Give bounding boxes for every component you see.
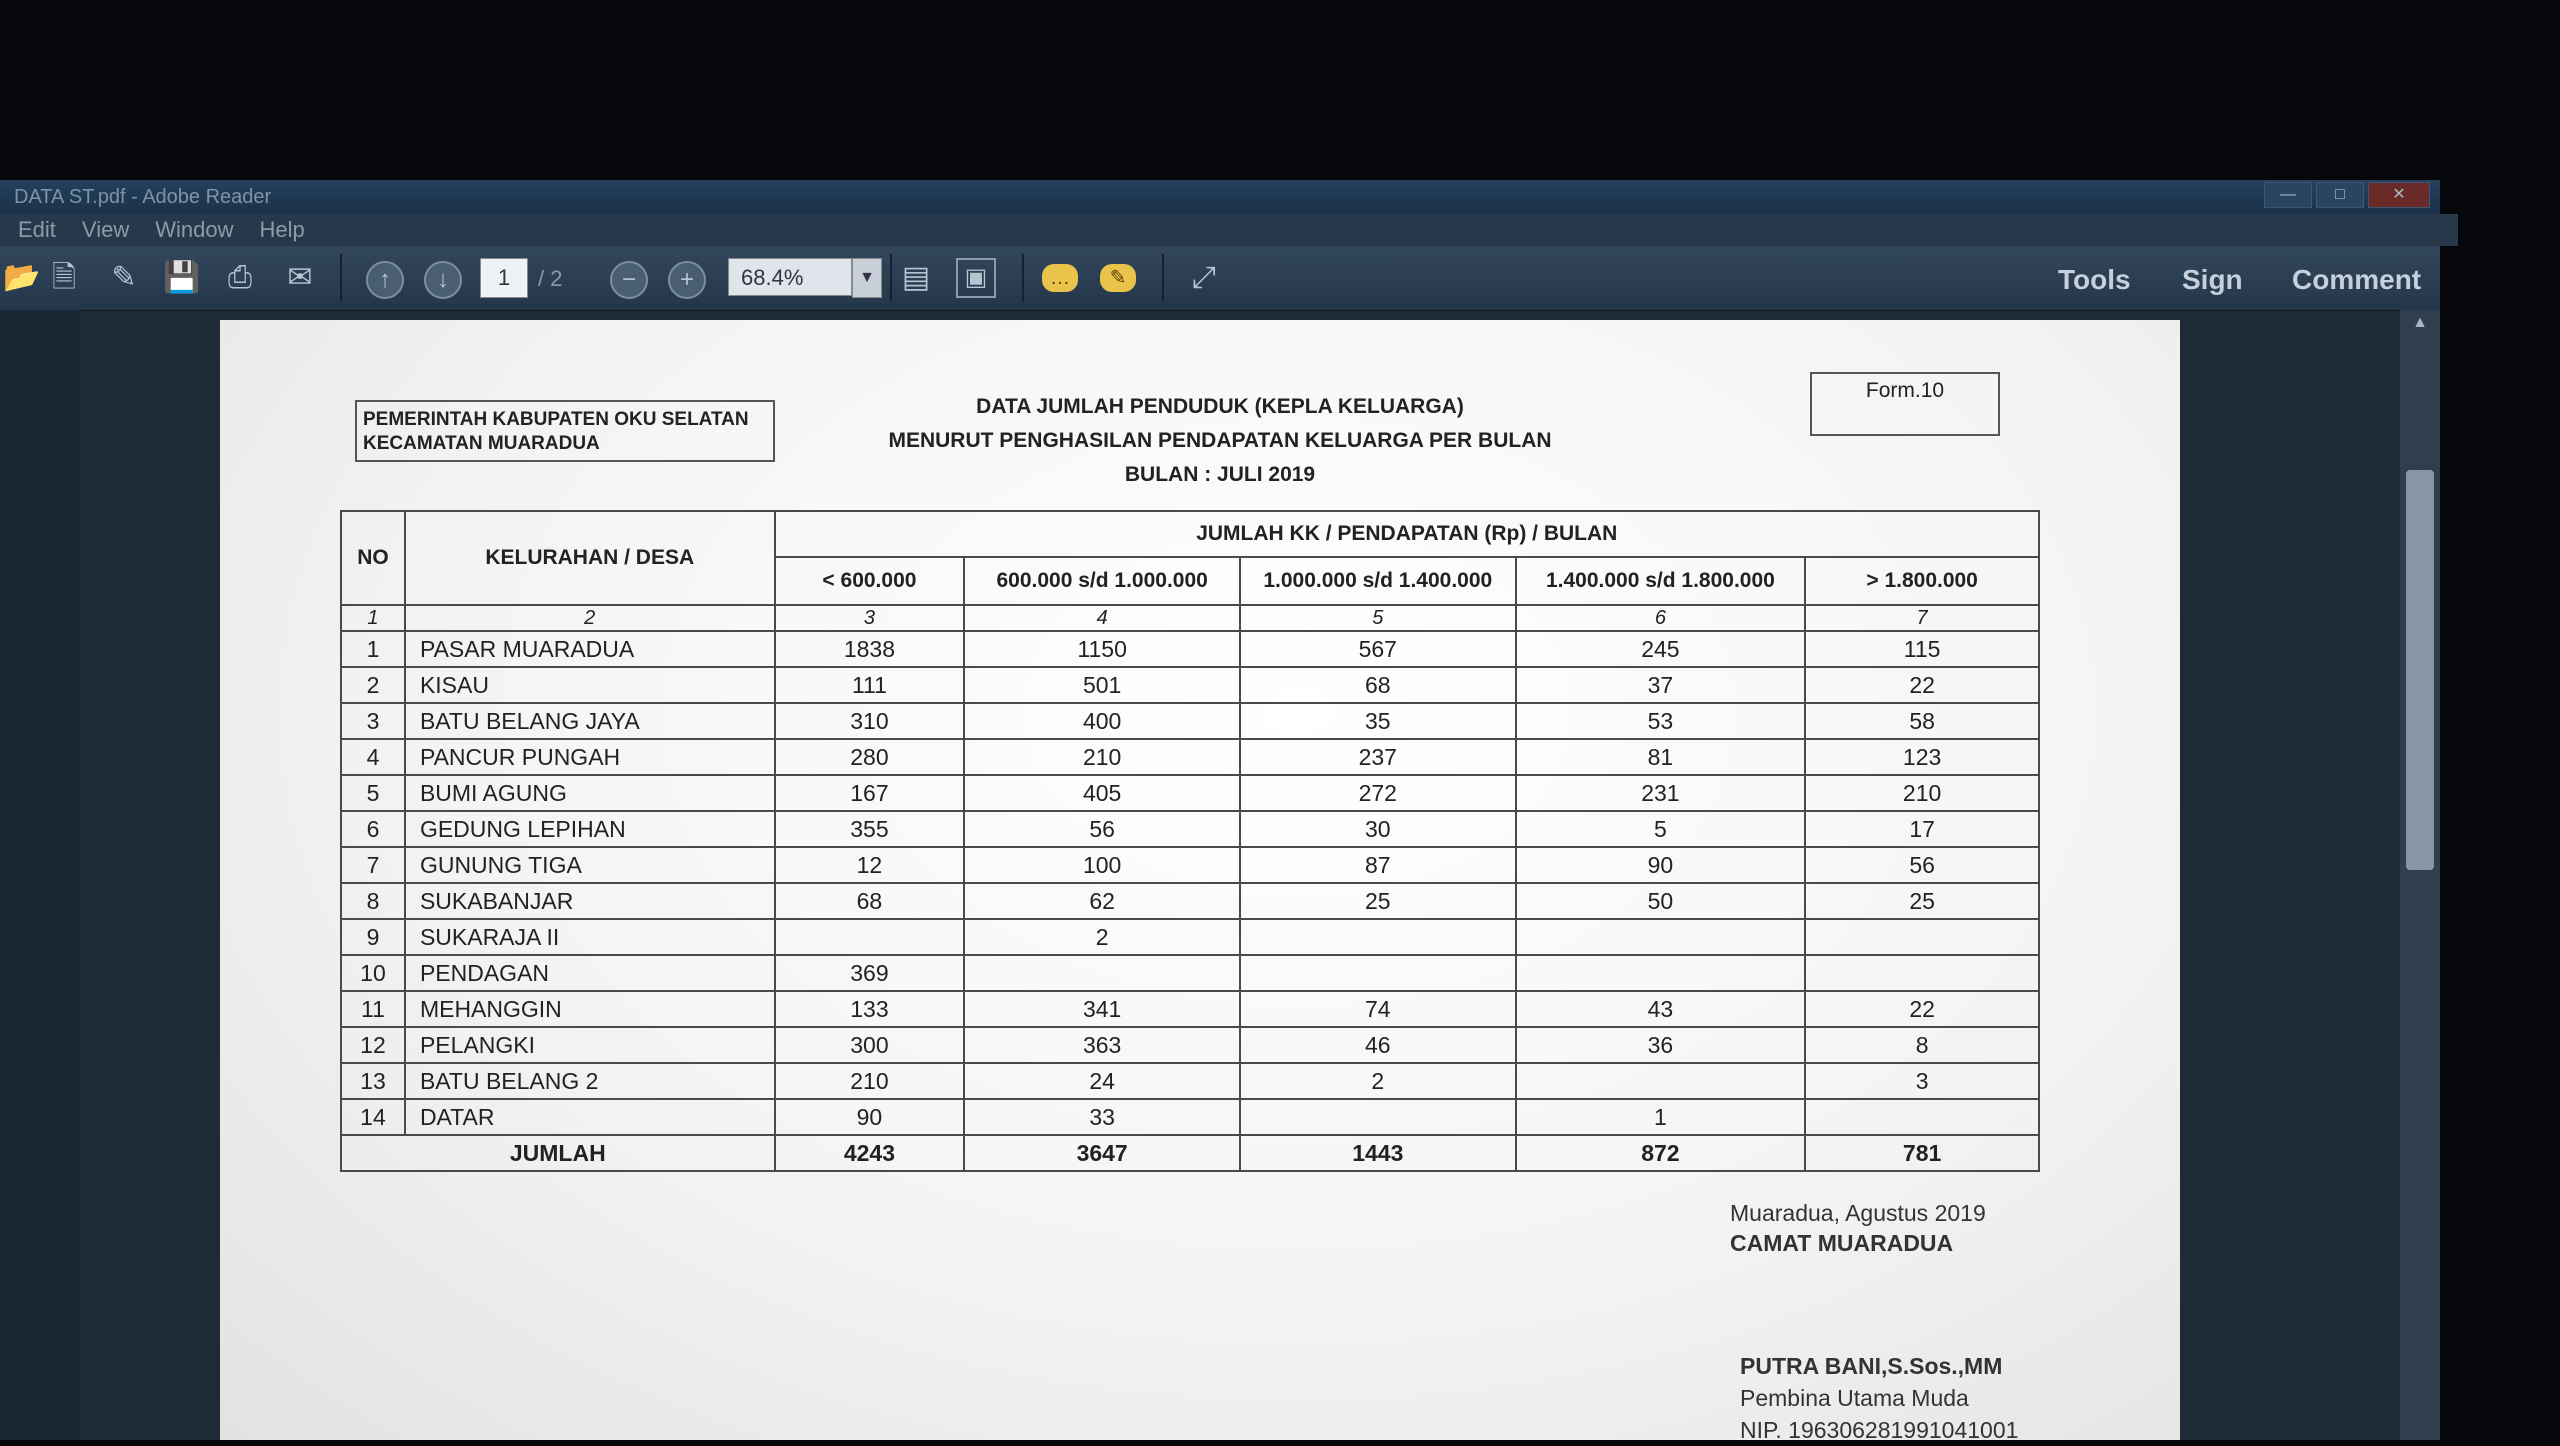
row-number: 6 bbox=[341, 811, 405, 847]
open-icon[interactable]: 📂 bbox=[3, 261, 41, 294]
value-cell: 231 bbox=[1516, 775, 1806, 811]
signer-nip: NIP. 196306281991041001 bbox=[1740, 1417, 2019, 1443]
scroll-thumb[interactable] bbox=[2406, 470, 2434, 870]
header-income-5: > 1.800.000 bbox=[1805, 557, 2039, 605]
value-cell: 3 bbox=[1805, 1063, 2039, 1099]
row-number: 1 bbox=[341, 631, 405, 667]
zoom-in-icon[interactable]: + bbox=[668, 261, 706, 299]
value-cell: 341 bbox=[964, 991, 1240, 1027]
row-number: 3 bbox=[341, 703, 405, 739]
value-cell bbox=[1240, 919, 1516, 955]
value-cell: 133 bbox=[775, 991, 965, 1027]
value-cell: 280 bbox=[775, 739, 965, 775]
header-no: NO bbox=[341, 511, 405, 605]
value-cell: 50 bbox=[1516, 883, 1806, 919]
total-cell: 781 bbox=[1805, 1135, 2039, 1171]
form-number: Form.10 bbox=[1810, 372, 2000, 436]
comment-button[interactable]: Comment bbox=[2292, 264, 2422, 295]
toolbar-divider bbox=[1162, 254, 1164, 302]
table-row bbox=[341, 703, 2039, 739]
signature-block bbox=[1740, 1350, 2018, 1446]
village-name: BATU BELANG JAYA bbox=[405, 703, 775, 739]
index-cell: 7 bbox=[1805, 605, 2039, 631]
value-cell: 210 bbox=[775, 1063, 965, 1099]
value-cell: 37 bbox=[1516, 667, 1806, 703]
tools-button[interactable]: Tools bbox=[2058, 264, 2131, 295]
village-name: PANCUR PUNGAH bbox=[405, 739, 775, 775]
village-name: GUNUNG TIGA bbox=[405, 847, 775, 883]
value-cell bbox=[1516, 919, 1806, 955]
village-name: PENDAGAN bbox=[405, 955, 775, 991]
value-cell: 56 bbox=[1805, 847, 2039, 883]
row-number: 9 bbox=[341, 919, 405, 955]
index-cell: 5 bbox=[1240, 605, 1516, 631]
organization-line-2: KECAMATAN MUARADUA bbox=[363, 433, 600, 454]
minimize-button[interactable]: — bbox=[2264, 182, 2312, 208]
header-income-4: 1.400.000 s/d 1.800.000 bbox=[1516, 557, 1806, 605]
value-cell: 68 bbox=[1240, 667, 1516, 703]
village-name: MEHANGGIN bbox=[405, 991, 775, 1027]
index-cell: 1 bbox=[341, 605, 405, 631]
value-cell: 2 bbox=[964, 919, 1240, 955]
table-row bbox=[341, 847, 2039, 883]
value-cell bbox=[1805, 1099, 2039, 1135]
document-title bbox=[820, 390, 1620, 492]
value-cell: 90 bbox=[775, 1099, 965, 1135]
header-income-1: < 600.000 bbox=[775, 557, 965, 605]
value-cell: 100 bbox=[964, 847, 1240, 883]
value-cell: 22 bbox=[1805, 991, 2039, 1027]
signer-name: PUTRA BANI,S.Sos.,MM bbox=[1740, 1353, 2003, 1379]
column-index-row bbox=[341, 605, 2039, 631]
table-row bbox=[341, 883, 2039, 919]
title-line-3: BULAN : JULI 2019 bbox=[1124, 463, 1316, 486]
value-cell bbox=[1805, 919, 2039, 955]
index-cell: 4 bbox=[964, 605, 1240, 631]
close-button[interactable]: ✕ bbox=[2368, 182, 2430, 208]
page-total: / 2 bbox=[538, 266, 563, 291]
toolbar-divider bbox=[340, 254, 342, 302]
index-cell: 3 bbox=[775, 605, 965, 631]
value-cell: 90 bbox=[1516, 847, 1806, 883]
toolbar bbox=[0, 246, 2440, 311]
value-cell: 567 bbox=[1240, 631, 1516, 667]
page-number-input[interactable]: 1 bbox=[480, 258, 528, 298]
value-cell: 33 bbox=[964, 1099, 1240, 1135]
value-cell bbox=[1240, 955, 1516, 991]
value-cell: 272 bbox=[1240, 775, 1516, 811]
value-cell: 210 bbox=[1805, 775, 2039, 811]
village-name: KISAU bbox=[405, 667, 775, 703]
row-number: 4 bbox=[341, 739, 405, 775]
value-cell: 12 bbox=[775, 847, 965, 883]
value-cell: 1838 bbox=[775, 631, 965, 667]
value-cell: 363 bbox=[964, 1027, 1240, 1063]
value-cell: 62 bbox=[964, 883, 1240, 919]
header-income-group: JUMLAH KK / PENDAPATAN (Rp) / BULAN bbox=[775, 511, 2039, 557]
row-number: 8 bbox=[341, 883, 405, 919]
table-body bbox=[341, 631, 2039, 1135]
value-cell: 245 bbox=[1516, 631, 1806, 667]
row-number: 7 bbox=[341, 847, 405, 883]
value-cell: 53 bbox=[1516, 703, 1806, 739]
village-name: PASAR MUARADUA bbox=[405, 631, 775, 667]
row-number: 10 bbox=[341, 955, 405, 991]
value-cell: 237 bbox=[1240, 739, 1516, 775]
village-name: PELANGKI bbox=[405, 1027, 775, 1063]
value-cell: 1150 bbox=[964, 631, 1240, 667]
index-cell: 2 bbox=[405, 605, 775, 631]
total-row bbox=[341, 1135, 2039, 1171]
toolbar-divider bbox=[890, 254, 892, 302]
fit-width-icon[interactable]: ▤ bbox=[901, 261, 931, 294]
village-name: DATAR bbox=[405, 1099, 775, 1135]
value-cell: 300 bbox=[775, 1027, 965, 1063]
value-cell: 167 bbox=[775, 775, 965, 811]
vertical-scrollbar[interactable] bbox=[2400, 310, 2440, 1440]
scroll-up-icon[interactable]: ▲ bbox=[2412, 314, 2428, 331]
value-cell: 5 bbox=[1516, 811, 1806, 847]
zoom-level-input[interactable]: 68.4% bbox=[728, 258, 852, 296]
value-cell: 405 bbox=[964, 775, 1240, 811]
title-bar bbox=[0, 180, 2440, 214]
value-cell bbox=[964, 955, 1240, 991]
value-cell: 17 bbox=[1805, 811, 2039, 847]
row-number: 13 bbox=[341, 1063, 405, 1099]
value-cell: 501 bbox=[964, 667, 1240, 703]
title-line-1: DATA JUMLAH PENDUDUK (KEPLA KELUARGA) bbox=[976, 395, 1464, 418]
value-cell: 87 bbox=[1240, 847, 1516, 883]
document-page bbox=[220, 320, 2180, 1443]
place-date: Muaradua, Agustus 2019 bbox=[1730, 1200, 1986, 1226]
table-row bbox=[341, 811, 2039, 847]
chevron-down-icon[interactable]: ▼ bbox=[852, 258, 882, 298]
organization-line-1: PEMERINTAH KABUPATEN OKU SELATAN bbox=[363, 409, 749, 430]
value-cell bbox=[1805, 955, 2039, 991]
value-cell: 74 bbox=[1240, 991, 1516, 1027]
highlight-icon[interactable]: ✎ bbox=[1100, 264, 1136, 292]
village-name: SUKARAJA II bbox=[405, 919, 775, 955]
total-label: JUMLAH bbox=[341, 1135, 775, 1171]
value-cell: 400 bbox=[964, 703, 1240, 739]
print-icon[interactable]: ⎙ bbox=[228, 261, 252, 294]
value-cell bbox=[1516, 1063, 1806, 1099]
sign-button[interactable]: Sign bbox=[2182, 264, 2243, 295]
total-cell: 872 bbox=[1516, 1135, 1806, 1171]
menu-view[interactable]: View bbox=[81, 217, 130, 242]
full-screen-icon[interactable]: ⤢ bbox=[1192, 261, 1216, 294]
value-cell: 43 bbox=[1516, 991, 1806, 1027]
income-table bbox=[340, 510, 2040, 1172]
value-cell: 369 bbox=[775, 955, 965, 991]
total-cell: 4243 bbox=[775, 1135, 965, 1171]
menu-bar bbox=[0, 214, 2458, 246]
window-controls bbox=[2264, 182, 2430, 208]
table-row bbox=[341, 919, 2039, 955]
row-number: 2 bbox=[341, 667, 405, 703]
total-cell: 1443 bbox=[1240, 1135, 1516, 1171]
value-cell: 210 bbox=[964, 739, 1240, 775]
value-cell: 1 bbox=[1516, 1099, 1806, 1135]
village-name: BUMI AGUNG bbox=[405, 775, 775, 811]
menu-help[interactable]: Help bbox=[259, 217, 305, 242]
value-cell bbox=[1240, 1099, 1516, 1135]
window-title: DATA ST.pdf - Adobe Reader bbox=[14, 186, 272, 208]
save-icon[interactable]: 💾 bbox=[163, 261, 201, 294]
village-name: BATU BELANG 2 bbox=[405, 1063, 775, 1099]
total-cell: 3647 bbox=[964, 1135, 1240, 1171]
value-cell: 58 bbox=[1805, 703, 2039, 739]
sticky-note-icon[interactable]: … bbox=[1042, 264, 1078, 292]
value-cell bbox=[775, 919, 965, 955]
value-cell: 30 bbox=[1240, 811, 1516, 847]
village-name: GEDUNG LEPIHAN bbox=[405, 811, 775, 847]
value-cell: 8 bbox=[1805, 1027, 2039, 1063]
value-cell: 123 bbox=[1805, 739, 2039, 775]
zoom-out-icon[interactable]: − bbox=[610, 261, 648, 299]
value-cell: 81 bbox=[1516, 739, 1806, 775]
table-row bbox=[341, 1099, 2039, 1135]
row-number: 5 bbox=[341, 775, 405, 811]
table-row bbox=[341, 775, 2039, 811]
table-row bbox=[341, 667, 2039, 703]
previous-page-icon[interactable]: ↑ bbox=[366, 261, 404, 299]
value-cell: 24 bbox=[964, 1063, 1240, 1099]
value-cell: 25 bbox=[1240, 883, 1516, 919]
index-cell: 6 bbox=[1516, 605, 1806, 631]
value-cell: 22 bbox=[1805, 667, 2039, 703]
official-title: CAMAT MUARADUA bbox=[1730, 1230, 1954, 1256]
value-cell bbox=[1516, 955, 1806, 991]
signer-rank: Pembina Utama Muda bbox=[1740, 1385, 1969, 1411]
table-row bbox=[341, 991, 2039, 1027]
table-row bbox=[341, 739, 2039, 775]
value-cell: 111 bbox=[775, 667, 965, 703]
next-page-icon[interactable]: ↓ bbox=[424, 261, 462, 299]
header-income-3: 1.000.000 s/d 1.400.000 bbox=[1240, 557, 1516, 605]
organization-box bbox=[355, 400, 775, 462]
value-cell: 46 bbox=[1240, 1027, 1516, 1063]
menu-window[interactable]: Window bbox=[155, 217, 234, 242]
value-cell: 355 bbox=[775, 811, 965, 847]
table-row bbox=[341, 631, 2039, 667]
value-cell: 25 bbox=[1805, 883, 2039, 919]
menu-edit[interactable]: Edit bbox=[18, 217, 56, 242]
table-row bbox=[341, 955, 2039, 991]
value-cell: 310 bbox=[775, 703, 965, 739]
fit-page-icon[interactable]: ▣ bbox=[956, 258, 996, 298]
header-income-2: 600.000 s/d 1.000.000 bbox=[964, 557, 1240, 605]
table-row bbox=[341, 1063, 2039, 1099]
edit-icon[interactable]: ✎ bbox=[111, 261, 137, 294]
row-number: 11 bbox=[341, 991, 405, 1027]
table-row bbox=[341, 1027, 2039, 1063]
email-icon[interactable]: ✉ bbox=[287, 261, 313, 294]
value-cell: 68 bbox=[775, 883, 965, 919]
value-cell: 2 bbox=[1240, 1063, 1516, 1099]
navigation-pane bbox=[0, 310, 80, 1440]
row-number: 12 bbox=[341, 1027, 405, 1063]
value-cell: 115 bbox=[1805, 631, 2039, 667]
maximize-button[interactable]: □ bbox=[2316, 182, 2364, 208]
value-cell: 35 bbox=[1240, 703, 1516, 739]
village-name: SUKABANJAR bbox=[405, 883, 775, 919]
create-pdf-icon[interactable]: 🗎 bbox=[51, 261, 77, 294]
title-line-2: MENURUT PENGHASILAN PENDAPATAN KELUARGA PER BULAN bbox=[888, 429, 1552, 452]
value-cell: 36 bbox=[1516, 1027, 1806, 1063]
row-number: 14 bbox=[341, 1099, 405, 1135]
header-desa: KELURAHAN / DESA bbox=[405, 511, 775, 605]
toolbar-divider bbox=[1022, 254, 1024, 302]
value-cell: 56 bbox=[964, 811, 1240, 847]
